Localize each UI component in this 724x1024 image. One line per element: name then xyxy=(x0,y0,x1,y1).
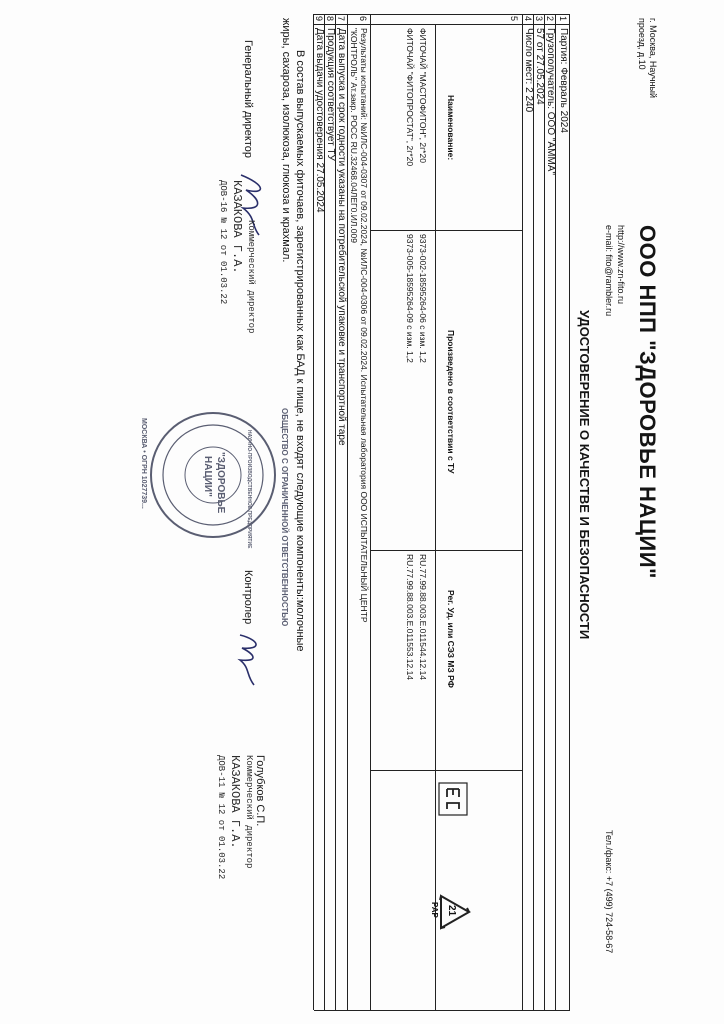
recycle-label: PAP xyxy=(430,902,439,918)
product-reg: RU.77.99.88.003.Е.011553.12.14 xyxy=(405,554,415,681)
row-number: 6 xyxy=(358,16,368,22)
seal-inner-text: НАУЧНО-ПРОИЗВОДСТВЕННОЕ ПРЕДПРИЯТИЕ xyxy=(246,430,252,549)
row-number: 8 xyxy=(325,16,335,22)
product-name: ФИТОЧАЙ "МАСТОФИТОН", 2г*20 xyxy=(418,28,428,163)
product-tu: 9373-002-18595264-06 с изм. 1,2 xyxy=(418,234,428,363)
seal-center-text-2: НАЦИИ" xyxy=(202,456,213,497)
director-stamp-line-2: КАЗАКОВА Г.А. xyxy=(230,180,244,274)
document-title: УДОСТОВЕРЕНИЕ О КАЧЕСТВЕ И БЕЗОПАСНОСТИ xyxy=(577,310,592,640)
row-number: 5 xyxy=(509,16,519,22)
composition-line-2: жиры, сахароза, изолюкоза, глюкоза и крахмал. xyxy=(280,18,292,263)
controller-stamp-line-2: КАЗАКОВА Г.А. xyxy=(228,755,242,849)
invoice-row: 57 от 27.05.2024 xyxy=(534,28,545,105)
places-row: Число мест: 2 240 xyxy=(523,28,534,113)
test-results-line-2: "КОНТРОЛЬ" Ат.закр. РОСС RU.32468.04ЛЕГ0.ИЛ.009 xyxy=(349,28,359,243)
product-reg: RU.77.99.88.003.Е.011544.12.14 xyxy=(418,554,428,681)
row-number: 1 xyxy=(558,16,568,22)
quality-certificate xyxy=(106,10,666,1010)
controller-name: Голубков С.П. xyxy=(254,755,266,827)
test-results-line-1: Результаты испытаний: №ИЛС-004-0307 от 09.02.2024, №ИЛС-004-0306 от 09.02.2024. Испытательная лаборатория ООО ИСПЫТАТЕЛЬНЫЙ ЦЕНТР xyxy=(359,28,369,623)
controller-signature xyxy=(223,630,268,690)
consignee-row: Грузополучатель: ООО "АММА" xyxy=(545,28,556,175)
product-tu: 9373-005-18595264-09 с изм. 1,2 xyxy=(405,234,415,363)
shelf-life-row: Дата выпуска и срок годности указаны на потребительской упаковке и транспортной таре xyxy=(336,28,347,446)
address-line-1: г. Москва, Научный xyxy=(648,18,658,98)
seal-center-text-1: "ЗДОРОВЬЕ xyxy=(215,452,226,514)
email: e-mail: fito@rambler.ru xyxy=(604,225,614,317)
header-tu: Произведено в соответствии с ТУ xyxy=(446,330,456,474)
conformity-row: Продукция соответствует ТУ xyxy=(325,28,336,161)
row-number: 7 xyxy=(336,16,346,22)
controller-stamp-line-3: ДОВ-11 № 12 от 01.03.22 xyxy=(216,755,226,880)
seal-outer-text: ОБЩЕСТВО С ОГРАНИЧЕННОЙ ОТВЕТСТВЕННОСТЬЮ xyxy=(280,408,289,627)
recycle-number: 21 xyxy=(446,905,457,917)
website: http://www.zn-fito.ru xyxy=(616,225,626,305)
header-reg: Рег. Уд. или СЭЗ МЗ РФ xyxy=(446,590,456,688)
eac-mark-icon xyxy=(433,782,468,816)
issue-date-row: Дата выдачи удостоверения 27.05.2024 xyxy=(314,28,325,213)
controller-label: Контролер xyxy=(242,570,254,625)
company-name: ООО НПП "ЗДОРОВЬЕ НАЦИИ" xyxy=(635,225,660,579)
row-number: 4 xyxy=(523,16,533,22)
director-stamp-line-1: Коммерческий директор xyxy=(246,220,256,334)
address-line-2: проезд, д.10 xyxy=(637,18,647,70)
seal-bottom-text: МОСКВА • ОГРН 1027739... xyxy=(140,418,147,509)
controller-stamp-line-1: Коммерческий директор xyxy=(244,755,254,869)
row-number: 3 xyxy=(534,16,544,22)
row-number: 2 xyxy=(545,16,555,22)
composition-line-1: В состав выпускаемых фиточаев, зарегистрированных как БАД к пище, не входят следующие компоненты:молочные xyxy=(294,50,306,652)
director-label: Генеральный директор xyxy=(242,40,254,158)
recycle-icon xyxy=(425,890,474,934)
row-number: 9 xyxy=(314,16,324,22)
phone: Тел./факс: +7 (499) 724-58-67 xyxy=(604,830,614,954)
batch-row: Партия: Февраль 2024 xyxy=(558,28,569,133)
header-name: Наименование: xyxy=(446,95,456,161)
product-name: ФИТОЧАЙ "ФИТОПРОСТАТ", 2г*20 xyxy=(405,28,415,167)
director-stamp-line-3: ДОВ-16 № 12 от 01.03.22 xyxy=(218,180,228,305)
